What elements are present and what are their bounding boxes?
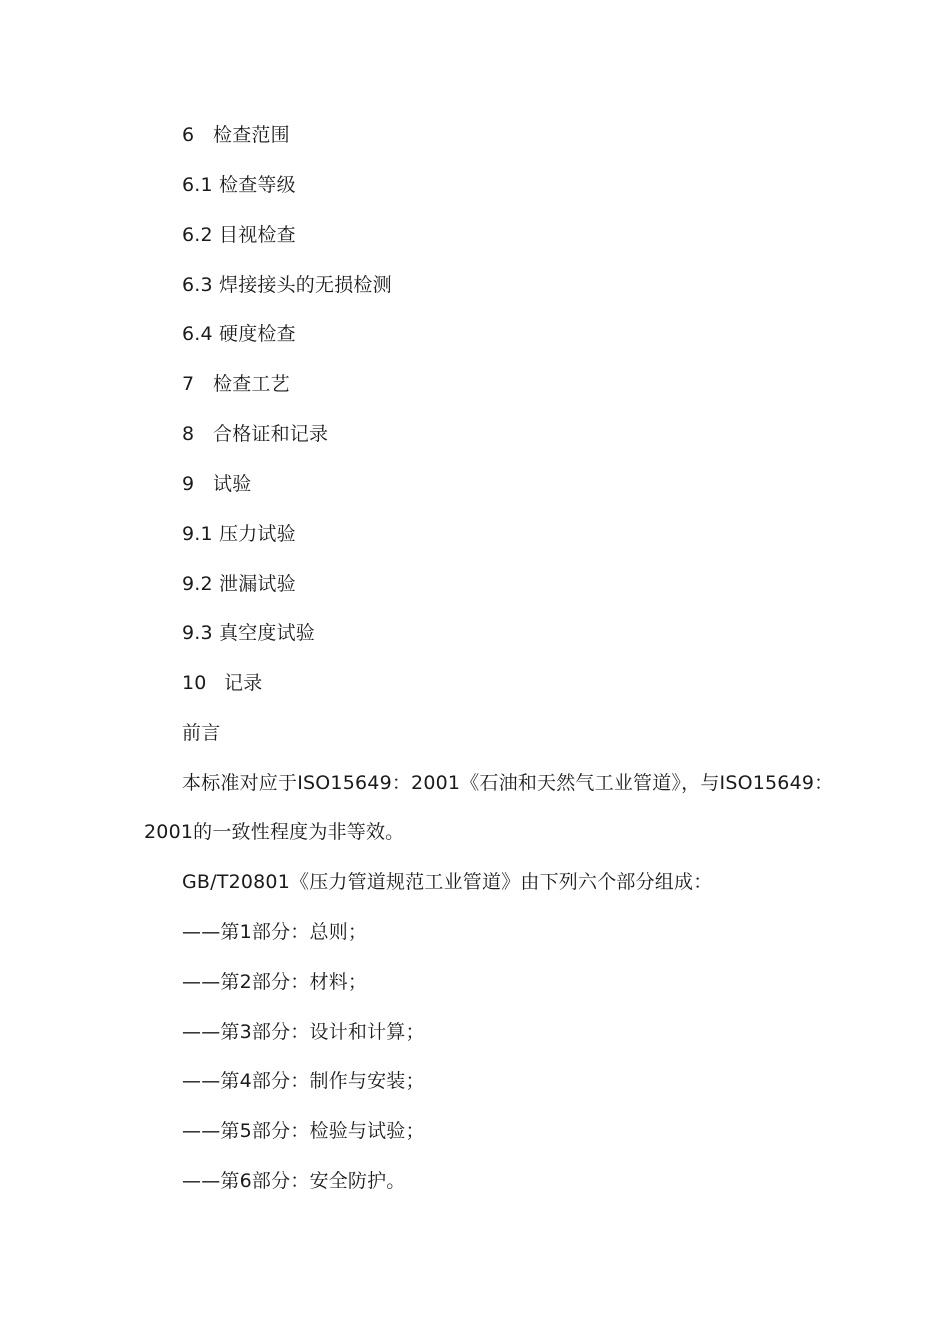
toc-number: 6.1 — [182, 174, 213, 196]
toc-number: 6.4 — [182, 323, 213, 345]
toc-entry-6-3 — [182, 273, 392, 297]
toc-number: 6.3 — [182, 274, 213, 296]
toc-number: 9.1 — [182, 523, 213, 545]
toc-entry-10 — [182, 671, 262, 695]
toc-entry-8 — [182, 422, 328, 446]
toc-title: 检查工艺 — [213, 373, 290, 395]
toc-title: 硬度检查 — [219, 323, 296, 345]
preface-paragraph-1-line-1: 本标准对应于ISO15649：2001《石油和天然气工业管道》，与ISO15649： — [182, 772, 834, 794]
part-list-item: ——第5部分：检验与试验； — [182, 1120, 425, 1142]
toc-title: 目视检查 — [219, 224, 296, 246]
part-list-item: ——第6部分：安全防护。 — [182, 1170, 406, 1192]
toc-entry-9-2 — [182, 572, 296, 596]
toc-entry-6 — [182, 123, 290, 147]
toc-entry-6-2 — [182, 223, 296, 247]
toc-number: 6 — [182, 124, 195, 146]
toc-title: 检查等级 — [219, 174, 296, 196]
part-list-item: ——第3部分：设计和计算； — [182, 1021, 425, 1043]
toc-number: 10 — [182, 672, 207, 694]
toc-number: 6.2 — [182, 224, 213, 246]
toc-entry-9-1 — [182, 522, 296, 546]
toc-entry-9 — [182, 472, 251, 496]
part-list-item: ——第2部分：材料； — [182, 971, 368, 993]
part-list-item: ——第1部分：总则； — [182, 921, 368, 943]
toc-number: 7 — [182, 373, 195, 395]
toc-number: 9 — [182, 473, 195, 495]
part-list-item: ——第4部分：制作与安装； — [182, 1070, 425, 1092]
toc-title: 焊接接头的无损检测 — [219, 274, 392, 296]
toc-number: 9.2 — [182, 573, 213, 595]
toc-title: 试验 — [213, 473, 252, 495]
toc-entry-7 — [182, 372, 290, 396]
toc-number: 9.3 — [182, 622, 213, 644]
toc-entry-6-1 — [182, 173, 296, 197]
toc-number: 8 — [182, 423, 195, 445]
toc-title: 检查范围 — [213, 124, 290, 146]
toc-title: 合格证和记录 — [213, 423, 329, 445]
preface-paragraph-1-line-2: 2001的一致性程度为非等效。 — [144, 821, 405, 843]
toc-title: 记录 — [224, 672, 263, 694]
toc-title: 泄漏试验 — [219, 573, 296, 595]
preface-paragraph-2: GB/T20801《压力管道规范工业管道》由下列六个部分组成： — [182, 871, 713, 893]
toc-title: 真空度试验 — [219, 622, 316, 644]
toc-entry-6-4 — [182, 322, 296, 346]
toc-entry-9-3 — [182, 621, 315, 645]
preface-heading: 前言 — [182, 722, 221, 744]
toc-title: 压力试验 — [219, 523, 296, 545]
